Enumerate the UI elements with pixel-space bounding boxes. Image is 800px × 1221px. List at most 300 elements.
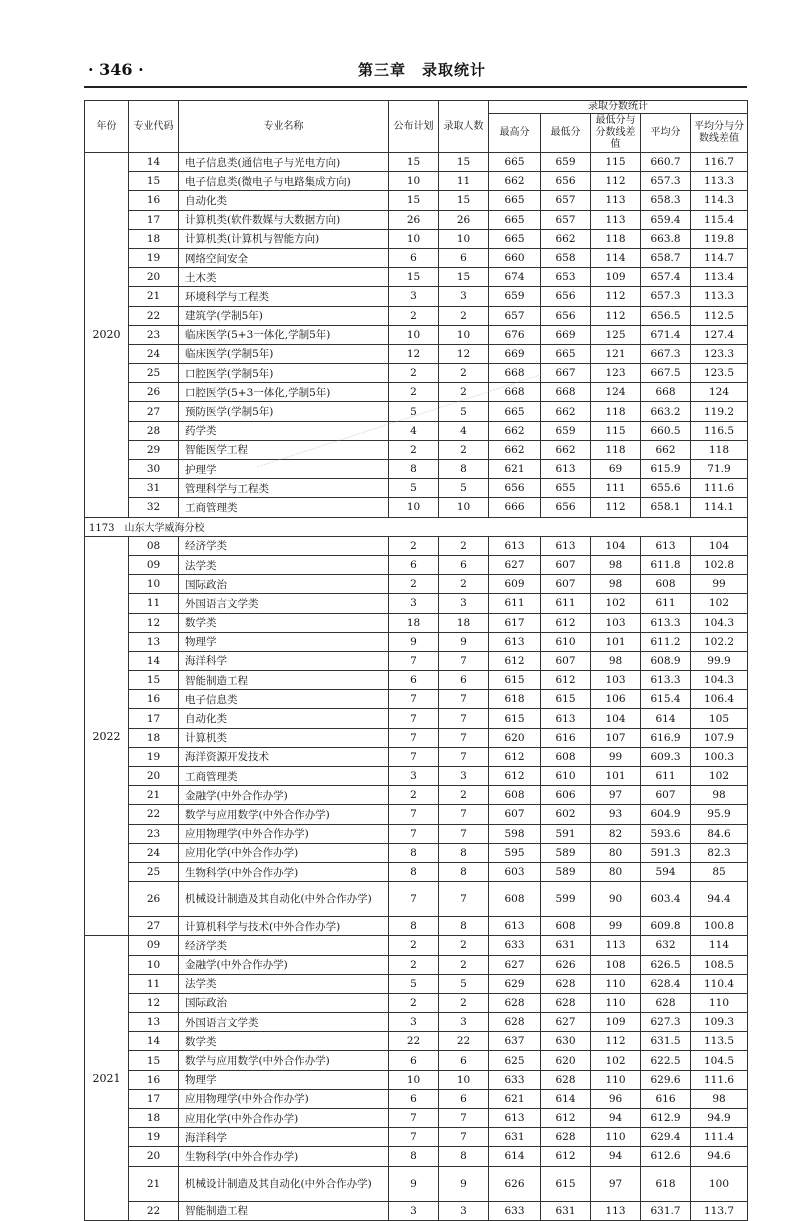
table-row	[85, 364, 748, 383]
plan-cell: 7	[389, 709, 439, 728]
code-cell: 16	[129, 191, 179, 210]
max-cell: 608	[489, 882, 541, 917]
avg-diff-cell: 102	[691, 594, 748, 613]
min-cell: 607	[541, 651, 591, 670]
avg-cell: 626.5	[641, 955, 691, 974]
min-diff-cell: 97	[591, 1166, 641, 1201]
admitted-cell: 15	[439, 268, 489, 287]
min-diff-cell: 113	[591, 191, 641, 210]
avg-cell: 667.3	[641, 344, 691, 363]
name-cell: 国际政治	[179, 993, 389, 1012]
col-plan: 公布计划	[389, 101, 439, 153]
max-cell: 666	[489, 498, 541, 517]
table-row	[85, 651, 748, 670]
avg-diff-cell: 111.4	[691, 1128, 748, 1147]
avg-diff-cell: 84.6	[691, 824, 748, 843]
avg-cell: 618	[641, 1166, 691, 1201]
name-cell: 环境科学与工程类	[179, 287, 389, 306]
name-cell: 法学类	[179, 974, 389, 993]
admitted-cell: 2	[439, 364, 489, 383]
min-cell: 631	[541, 936, 591, 955]
min-cell: 608	[541, 747, 591, 766]
max-cell: 665	[489, 229, 541, 248]
min-diff-cell: 114	[591, 248, 641, 267]
code-cell: 15	[129, 1051, 179, 1070]
name-cell: 电子信息类(微电子与电路集成方向)	[179, 172, 389, 191]
code-cell: 15	[129, 172, 179, 191]
admitted-cell: 22	[439, 1032, 489, 1051]
code-cell: 23	[129, 824, 179, 843]
plan-cell: 2	[389, 575, 439, 594]
table-row	[85, 1013, 748, 1032]
avg-diff-cell: 82.3	[691, 843, 748, 862]
admitted-cell: 7	[439, 1128, 489, 1147]
code-cell: 16	[129, 690, 179, 709]
name-cell: 数学与应用数学(中外合作办学)	[179, 805, 389, 824]
year-cell: 2022	[85, 536, 129, 936]
min-cell: 659	[541, 421, 591, 440]
max-cell: 621	[489, 1089, 541, 1108]
avg-diff-cell: 108.5	[691, 955, 748, 974]
col-code: 专业代码	[129, 101, 179, 153]
min-diff-cell: 94	[591, 1147, 641, 1166]
plan-cell: 6	[389, 555, 439, 574]
col-min-diff: 最低分与分数线差值	[591, 114, 641, 153]
admitted-cell: 4	[439, 421, 489, 440]
name-cell: 物理学	[179, 1070, 389, 1089]
avg-cell: 627.3	[641, 1013, 691, 1032]
avg-cell: 660.5	[641, 421, 691, 440]
min-cell: 662	[541, 440, 591, 459]
plan-cell: 12	[389, 344, 439, 363]
admitted-cell: 3	[439, 594, 489, 613]
table-row	[85, 1032, 748, 1051]
chapter-title: 第三章 录取统计	[358, 61, 487, 79]
min-diff-cell: 90	[591, 882, 641, 917]
avg-cell: 656.5	[641, 306, 691, 325]
plan-cell: 6	[389, 1051, 439, 1070]
max-cell: 633	[489, 1201, 541, 1220]
avg-cell: 614	[641, 709, 691, 728]
plan-cell: 2	[389, 440, 439, 459]
admitted-cell: 9	[439, 632, 489, 651]
code-cell: 27	[129, 402, 179, 421]
avg-diff-cell: 107.9	[691, 728, 748, 747]
avg-cell: 593.6	[641, 824, 691, 843]
name-cell: 智能制造工程	[179, 1201, 389, 1220]
name-cell: 计算机类(计算机与智能方向)	[179, 229, 389, 248]
plan-cell: 10	[389, 172, 439, 191]
avg-diff-cell: 102	[691, 767, 748, 786]
name-cell: 应用化学(中外合作办学)	[179, 1109, 389, 1128]
avg-cell: 663.8	[641, 229, 691, 248]
plan-cell: 3	[389, 767, 439, 786]
min-cell: 667	[541, 364, 591, 383]
name-cell: 临床医学(学制5年)	[179, 344, 389, 363]
code-cell: 23	[129, 325, 179, 344]
avg-cell: 613	[641, 536, 691, 555]
admitted-cell: 18	[439, 613, 489, 632]
avg-cell: 668	[641, 383, 691, 402]
avg-cell: 631.7	[641, 1201, 691, 1220]
max-cell: 625	[489, 1051, 541, 1070]
admitted-cell: 8	[439, 862, 489, 881]
code-cell: 13	[129, 1013, 179, 1032]
min-cell: 611	[541, 594, 591, 613]
table-row	[85, 993, 748, 1012]
min-cell: 612	[541, 613, 591, 632]
min-cell: 607	[541, 555, 591, 574]
avg-diff-cell: 127.4	[691, 325, 748, 344]
admitted-cell: 7	[439, 1109, 489, 1128]
avg-cell: 629.4	[641, 1128, 691, 1147]
admitted-cell: 6	[439, 1089, 489, 1108]
min-diff-cell: 99	[591, 747, 641, 766]
table-row	[85, 555, 748, 574]
min-diff-cell: 113	[591, 210, 641, 229]
max-cell: 608	[489, 786, 541, 805]
avg-diff-cell: 113.3	[691, 172, 748, 191]
table-row	[85, 1166, 748, 1201]
min-diff-cell: 112	[591, 498, 641, 517]
min-cell: 656	[541, 498, 591, 517]
max-cell: 657	[489, 306, 541, 325]
admitted-cell: 2	[439, 383, 489, 402]
table-row	[85, 421, 748, 440]
avg-cell: 659.4	[641, 210, 691, 229]
avg-diff-cell: 104.3	[691, 671, 748, 690]
max-cell: 662	[489, 172, 541, 191]
col-avg: 平均分	[641, 114, 691, 153]
min-diff-cell: 112	[591, 1032, 641, 1051]
name-cell: 口腔医学(学制5年)	[179, 364, 389, 383]
avg-diff-cell: 94.9	[691, 1109, 748, 1128]
name-cell: 电子信息类	[179, 690, 389, 709]
avg-cell: 603.4	[641, 882, 691, 917]
table-row	[85, 690, 748, 709]
avg-cell: 608.9	[641, 651, 691, 670]
admitted-cell: 8	[439, 460, 489, 479]
name-cell: 应用化学(中外合作办学)	[179, 843, 389, 862]
school-name: 1173 山东大学威海分校	[85, 517, 748, 536]
min-diff-cell: 110	[591, 993, 641, 1012]
name-cell: 自动化类	[179, 709, 389, 728]
name-cell: 建筑学(学制5年)	[179, 306, 389, 325]
name-cell: 金融学(中外合作办学)	[179, 786, 389, 805]
min-cell: 628	[541, 1128, 591, 1147]
admitted-cell: 7	[439, 651, 489, 670]
min-cell: 589	[541, 843, 591, 862]
plan-cell: 6	[389, 248, 439, 267]
admitted-cell: 8	[439, 917, 489, 936]
min-diff-cell: 101	[591, 632, 641, 651]
code-cell: 17	[129, 210, 179, 229]
plan-cell: 7	[389, 728, 439, 747]
avg-cell: 615.9	[641, 460, 691, 479]
col-name: 专业名称	[179, 101, 389, 153]
min-cell: 608	[541, 917, 591, 936]
avg-cell: 631.5	[641, 1032, 691, 1051]
admitted-cell: 2	[439, 440, 489, 459]
max-cell: 629	[489, 974, 541, 993]
admitted-cell: 10	[439, 229, 489, 248]
code-cell: 08	[129, 536, 179, 555]
avg-cell: 663.2	[641, 402, 691, 421]
col-admitted: 录取人数	[439, 101, 489, 153]
table-row	[85, 460, 748, 479]
plan-cell: 7	[389, 805, 439, 824]
avg-diff-cell: 98	[691, 1089, 748, 1108]
admitted-cell: 8	[439, 1147, 489, 1166]
max-cell: 637	[489, 1032, 541, 1051]
max-cell: 668	[489, 383, 541, 402]
min-diff-cell: 102	[591, 1051, 641, 1070]
name-cell: 计算机类(软件数媒与大数据方向)	[179, 210, 389, 229]
avg-cell: 611.8	[641, 555, 691, 574]
avg-cell: 657.3	[641, 172, 691, 191]
min-diff-cell: 103	[591, 613, 641, 632]
min-diff-cell: 106	[591, 690, 641, 709]
min-diff-cell: 103	[591, 671, 641, 690]
table-row	[85, 383, 748, 402]
min-cell: 610	[541, 632, 591, 651]
min-diff-cell: 112	[591, 306, 641, 325]
avg-cell: 613.3	[641, 671, 691, 690]
min-diff-cell: 118	[591, 440, 641, 459]
table-row	[85, 248, 748, 267]
plan-cell: 8	[389, 862, 439, 881]
max-cell: 613	[489, 917, 541, 936]
plan-cell: 10	[389, 1070, 439, 1089]
plan-cell: 9	[389, 1166, 439, 1201]
min-diff-cell: 111	[591, 479, 641, 498]
max-cell: 613	[489, 1109, 541, 1128]
min-cell: 659	[541, 153, 591, 172]
avg-diff-cell: 116.5	[691, 421, 748, 440]
min-diff-cell: 113	[591, 936, 641, 955]
plan-cell: 18	[389, 613, 439, 632]
min-cell: 631	[541, 1201, 591, 1220]
min-diff-cell: 124	[591, 383, 641, 402]
avg-diff-cell: 119.2	[691, 402, 748, 421]
code-cell: 09	[129, 936, 179, 955]
min-cell: 616	[541, 728, 591, 747]
table-row	[85, 402, 748, 421]
name-cell: 口腔医学(5+3一体化,学制5年)	[179, 383, 389, 402]
max-cell: 662	[489, 421, 541, 440]
min-cell: 653	[541, 268, 591, 287]
min-cell: 591	[541, 824, 591, 843]
avg-cell: 608	[641, 575, 691, 594]
page-number: · 346 ·	[88, 60, 144, 79]
avg-diff-cell: 100.3	[691, 747, 748, 766]
plan-cell: 7	[389, 690, 439, 709]
plan-cell: 15	[389, 268, 439, 287]
name-cell: 智能制造工程	[179, 671, 389, 690]
admitted-cell: 3	[439, 1201, 489, 1220]
code-cell: 20	[129, 767, 179, 786]
min-cell: 615	[541, 1166, 591, 1201]
table-row	[85, 1051, 748, 1070]
name-cell: 法学类	[179, 555, 389, 574]
name-cell: 应用物理学(中外合作办学)	[179, 1089, 389, 1108]
max-cell: 628	[489, 993, 541, 1012]
code-cell: 25	[129, 364, 179, 383]
table-row	[85, 287, 748, 306]
min-cell: 612	[541, 1147, 591, 1166]
min-cell: 613	[541, 709, 591, 728]
max-cell: 609	[489, 575, 541, 594]
avg-cell: 594	[641, 862, 691, 881]
max-cell: 615	[489, 709, 541, 728]
min-cell: 612	[541, 1109, 591, 1128]
min-cell: 668	[541, 383, 591, 402]
avg-diff-cell: 113.3	[691, 287, 748, 306]
code-cell: 18	[129, 728, 179, 747]
code-cell: 24	[129, 843, 179, 862]
avg-diff-cell: 99	[691, 575, 748, 594]
min-cell: 612	[541, 671, 591, 690]
min-cell: 613	[541, 460, 591, 479]
avg-cell: 658.7	[641, 248, 691, 267]
name-cell: 外国语言文学类	[179, 594, 389, 613]
min-cell: 607	[541, 575, 591, 594]
avg-diff-cell: 111.6	[691, 1070, 748, 1089]
code-cell: 10	[129, 575, 179, 594]
min-cell: 656	[541, 306, 591, 325]
admitted-cell: 5	[439, 974, 489, 993]
plan-cell: 3	[389, 594, 439, 613]
min-diff-cell: 110	[591, 1070, 641, 1089]
min-diff-cell: 110	[591, 1128, 641, 1147]
max-cell: 620	[489, 728, 541, 747]
max-cell: 617	[489, 613, 541, 632]
plan-cell: 7	[389, 824, 439, 843]
min-cell: 614	[541, 1089, 591, 1108]
min-diff-cell: 107	[591, 728, 641, 747]
max-cell: 612	[489, 747, 541, 766]
name-cell: 应用物理学(中外合作办学)	[179, 824, 389, 843]
code-cell: 28	[129, 421, 179, 440]
avg-cell: 671.4	[641, 325, 691, 344]
min-cell: 628	[541, 993, 591, 1012]
code-cell: 14	[129, 651, 179, 670]
plan-cell: 22	[389, 1032, 439, 1051]
name-cell: 经济学类	[179, 536, 389, 555]
min-diff-cell: 115	[591, 421, 641, 440]
max-cell: 660	[489, 248, 541, 267]
avg-diff-cell: 124	[691, 383, 748, 402]
min-diff-cell: 109	[591, 268, 641, 287]
code-cell: 27	[129, 917, 179, 936]
table-body	[85, 153, 748, 1221]
min-diff-cell: 104	[591, 709, 641, 728]
code-cell: 22	[129, 306, 179, 325]
avg-cell: 616.9	[641, 728, 691, 747]
table-row	[85, 671, 748, 690]
avg-diff-cell: 95.9	[691, 805, 748, 824]
min-cell: 662	[541, 402, 591, 421]
name-cell: 自动化类	[179, 191, 389, 210]
plan-cell: 3	[389, 1013, 439, 1032]
avg-cell: 657.4	[641, 268, 691, 287]
avg-diff-cell: 94.6	[691, 1147, 748, 1166]
code-cell: 14	[129, 153, 179, 172]
admitted-cell: 7	[439, 728, 489, 747]
min-diff-cell: 118	[591, 402, 641, 421]
plan-cell: 8	[389, 460, 439, 479]
code-cell: 15	[129, 671, 179, 690]
admitted-cell: 9	[439, 1166, 489, 1201]
max-cell: 656	[489, 479, 541, 498]
min-diff-cell: 97	[591, 786, 641, 805]
code-cell: 26	[129, 383, 179, 402]
plan-cell: 26	[389, 210, 439, 229]
avg-diff-cell: 123.3	[691, 344, 748, 363]
name-cell: 金融学(中外合作办学)	[179, 955, 389, 974]
min-cell: 627	[541, 1013, 591, 1032]
code-cell: 10	[129, 955, 179, 974]
avg-diff-cell: 113.7	[691, 1201, 748, 1220]
table-row	[85, 536, 748, 555]
plan-cell: 7	[389, 882, 439, 917]
min-cell: 656	[541, 287, 591, 306]
avg-diff-cell: 98	[691, 786, 748, 805]
admitted-cell: 10	[439, 325, 489, 344]
max-cell: 665	[489, 191, 541, 210]
name-cell: 生物科学(中外合作办学)	[179, 862, 389, 881]
max-cell: 595	[489, 843, 541, 862]
table-row	[85, 1147, 748, 1166]
name-cell: 海洋资源开发技术	[179, 747, 389, 766]
avg-diff-cell: 99.9	[691, 651, 748, 670]
min-cell: 602	[541, 805, 591, 824]
table-row	[85, 1109, 748, 1128]
name-cell: 护理学	[179, 460, 389, 479]
min-cell: 615	[541, 690, 591, 709]
min-diff-cell: 98	[591, 651, 641, 670]
min-cell: 589	[541, 862, 591, 881]
min-cell: 656	[541, 172, 591, 191]
plan-cell: 2	[389, 786, 439, 805]
avg-cell: 615.4	[641, 690, 691, 709]
code-cell: 19	[129, 1128, 179, 1147]
table-row	[85, 1201, 748, 1220]
avg-diff-cell: 110.4	[691, 974, 748, 993]
min-diff-cell: 109	[591, 1013, 641, 1032]
name-cell: 管理科学与工程类	[179, 479, 389, 498]
avg-cell: 613.3	[641, 613, 691, 632]
code-cell: 21	[129, 1166, 179, 1201]
avg-cell: 611.2	[641, 632, 691, 651]
avg-cell: 657.3	[641, 287, 691, 306]
max-cell: 627	[489, 555, 541, 574]
code-cell: 22	[129, 805, 179, 824]
min-cell: 669	[541, 325, 591, 344]
admitted-cell: 7	[439, 709, 489, 728]
min-cell: 628	[541, 1070, 591, 1089]
name-cell: 智能医学工程	[179, 440, 389, 459]
max-cell: 612	[489, 651, 541, 670]
code-cell: 20	[129, 1147, 179, 1166]
avg-cell: 616	[641, 1089, 691, 1108]
admitted-cell: 5	[439, 479, 489, 498]
plan-cell: 4	[389, 421, 439, 440]
min-diff-cell: 80	[591, 862, 641, 881]
avg-diff-cell: 104.3	[691, 613, 748, 632]
avg-diff-cell: 110	[691, 993, 748, 1012]
avg-diff-cell: 85	[691, 862, 748, 881]
